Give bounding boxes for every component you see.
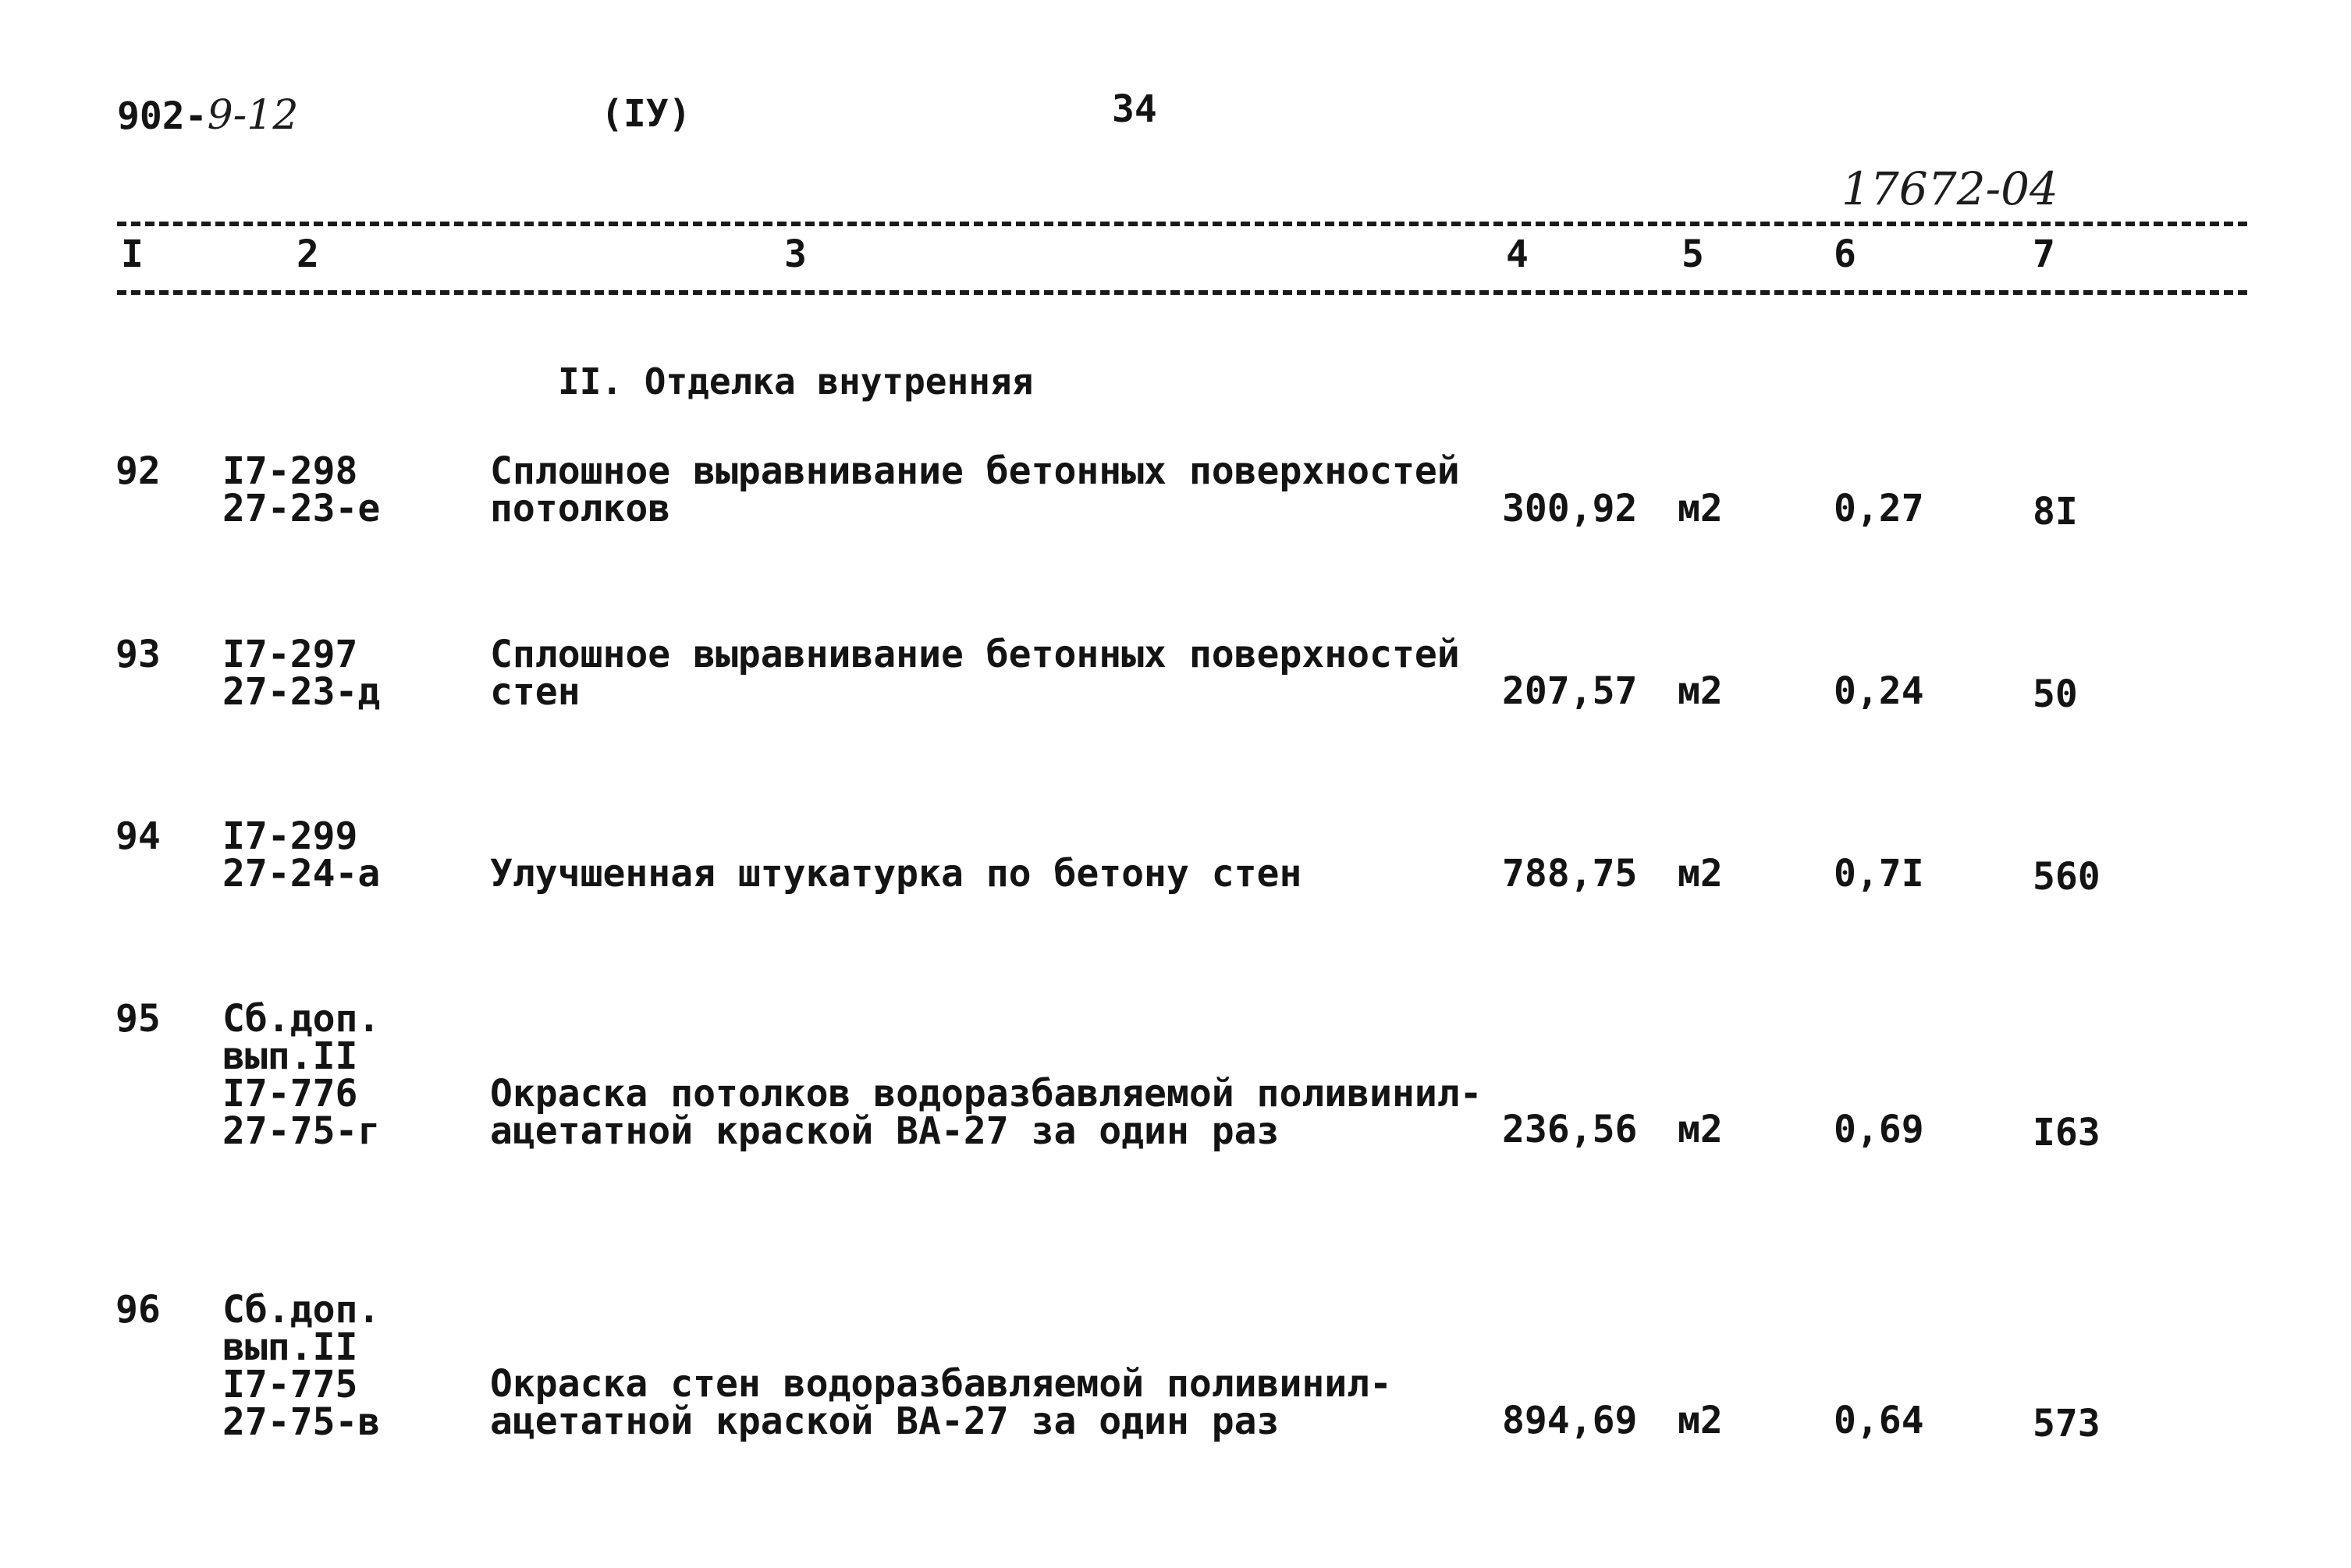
norm-code: [222, 997, 381, 1153]
document-code-handwritten: 9-12: [207, 92, 299, 139]
description-line: Окраска стен водоразбавляемой поливинил-: [490, 1362, 1392, 1406]
norm-code: [222, 633, 381, 714]
table-header-bottom-rule: [117, 290, 2247, 295]
quantity: 236,56: [1502, 1108, 1638, 1151]
table-top-rule: [117, 222, 2247, 226]
norm-code-line: I7-297: [222, 633, 358, 676]
description-line: Сплошное выравнивание бетонных поверхностей: [490, 449, 1460, 493]
total: I63: [2033, 1111, 2101, 1155]
unit: м2: [1678, 1108, 1723, 1151]
document-code: [117, 92, 298, 139]
norm-code-line: 27-75-в: [222, 1400, 381, 1444]
total: 50: [2033, 672, 2078, 716]
page-number: 34: [1112, 87, 1157, 131]
description-line: ацетатной краской ВА-27 за один раз: [490, 1109, 1280, 1153]
unit-rate: 0,24: [1834, 669, 1924, 713]
row-number: 93: [115, 633, 161, 676]
description-line: Улучшенная штукатурка по бетону стен: [490, 852, 1302, 896]
work-description: [490, 1072, 1483, 1153]
total: 573: [2033, 1402, 2101, 1446]
unit: м2: [1678, 669, 1723, 713]
column-number-1: I: [121, 232, 144, 276]
total: 8I: [2033, 490, 2078, 534]
norm-code-line: I7-775: [222, 1363, 358, 1407]
archive-number: 17672-04: [1841, 162, 2058, 215]
quantity: 894,69: [1502, 1399, 1638, 1442]
quantity: 207,57: [1502, 669, 1638, 713]
norm-code-line: I7-776: [222, 1072, 358, 1116]
norm-code-line: 27-24-а: [222, 852, 381, 896]
norm-code: [222, 814, 381, 896]
norm-code: [222, 449, 381, 530]
column-number-2: 2: [297, 232, 319, 276]
description-line: потолков: [490, 487, 671, 530]
row-number: 95: [115, 997, 161, 1041]
norm-code-line: I7-299: [222, 814, 358, 858]
norm-code-line: 27-23-д: [222, 670, 381, 714]
column-number-3: 3: [784, 232, 807, 276]
norm-code-line: Сб.доп.: [222, 1288, 381, 1332]
row-number: 94: [115, 814, 161, 858]
work-description: [490, 633, 1460, 714]
volume-label: (IУ): [601, 92, 691, 136]
description-line: стен: [490, 670, 581, 714]
work-description: [490, 449, 1460, 530]
unit-rate: 0,64: [1834, 1399, 1924, 1442]
quantity: 300,92: [1502, 487, 1638, 530]
section-title: II. Отделка внутренняя: [558, 360, 1034, 403]
norm-code-line: вып.II: [222, 1325, 358, 1369]
norm-code-line: Сб.доп.: [222, 997, 381, 1041]
row-number: 96: [115, 1288, 161, 1332]
description-line: ацетатной краской ВА-27 за один раз: [490, 1399, 1280, 1443]
column-number-4: 4: [1506, 232, 1529, 276]
work-description: [490, 852, 1302, 896]
norm-code-line: вып.II: [222, 1034, 358, 1078]
norm-code-line: 27-23-е: [222, 487, 381, 530]
unit-rate: 0,7I: [1834, 852, 1924, 896]
unit: м2: [1678, 1399, 1723, 1442]
norm-code: [222, 1288, 381, 1444]
norm-code-line: I7-298: [222, 449, 358, 493]
document-code-printed: 902-: [117, 94, 208, 138]
total: 560: [2033, 855, 2101, 899]
description-line: Окраска потолков водоразбавляемой поливинил-: [490, 1072, 1483, 1116]
unit-rate: 0,27: [1834, 487, 1924, 530]
unit: м2: [1678, 852, 1723, 896]
description-line: Сплошное выравнивание бетонных поверхностей: [490, 633, 1460, 676]
column-number-6: 6: [1834, 232, 1856, 276]
work-description: [490, 1362, 1392, 1443]
column-number-7: 7: [2033, 232, 2055, 276]
unit: м2: [1678, 487, 1723, 530]
quantity: 788,75: [1502, 852, 1638, 896]
column-number-5: 5: [1682, 232, 1704, 276]
unit-rate: 0,69: [1834, 1108, 1924, 1151]
norm-code-line: 27-75-г: [222, 1109, 381, 1153]
row-number: 92: [115, 449, 161, 493]
